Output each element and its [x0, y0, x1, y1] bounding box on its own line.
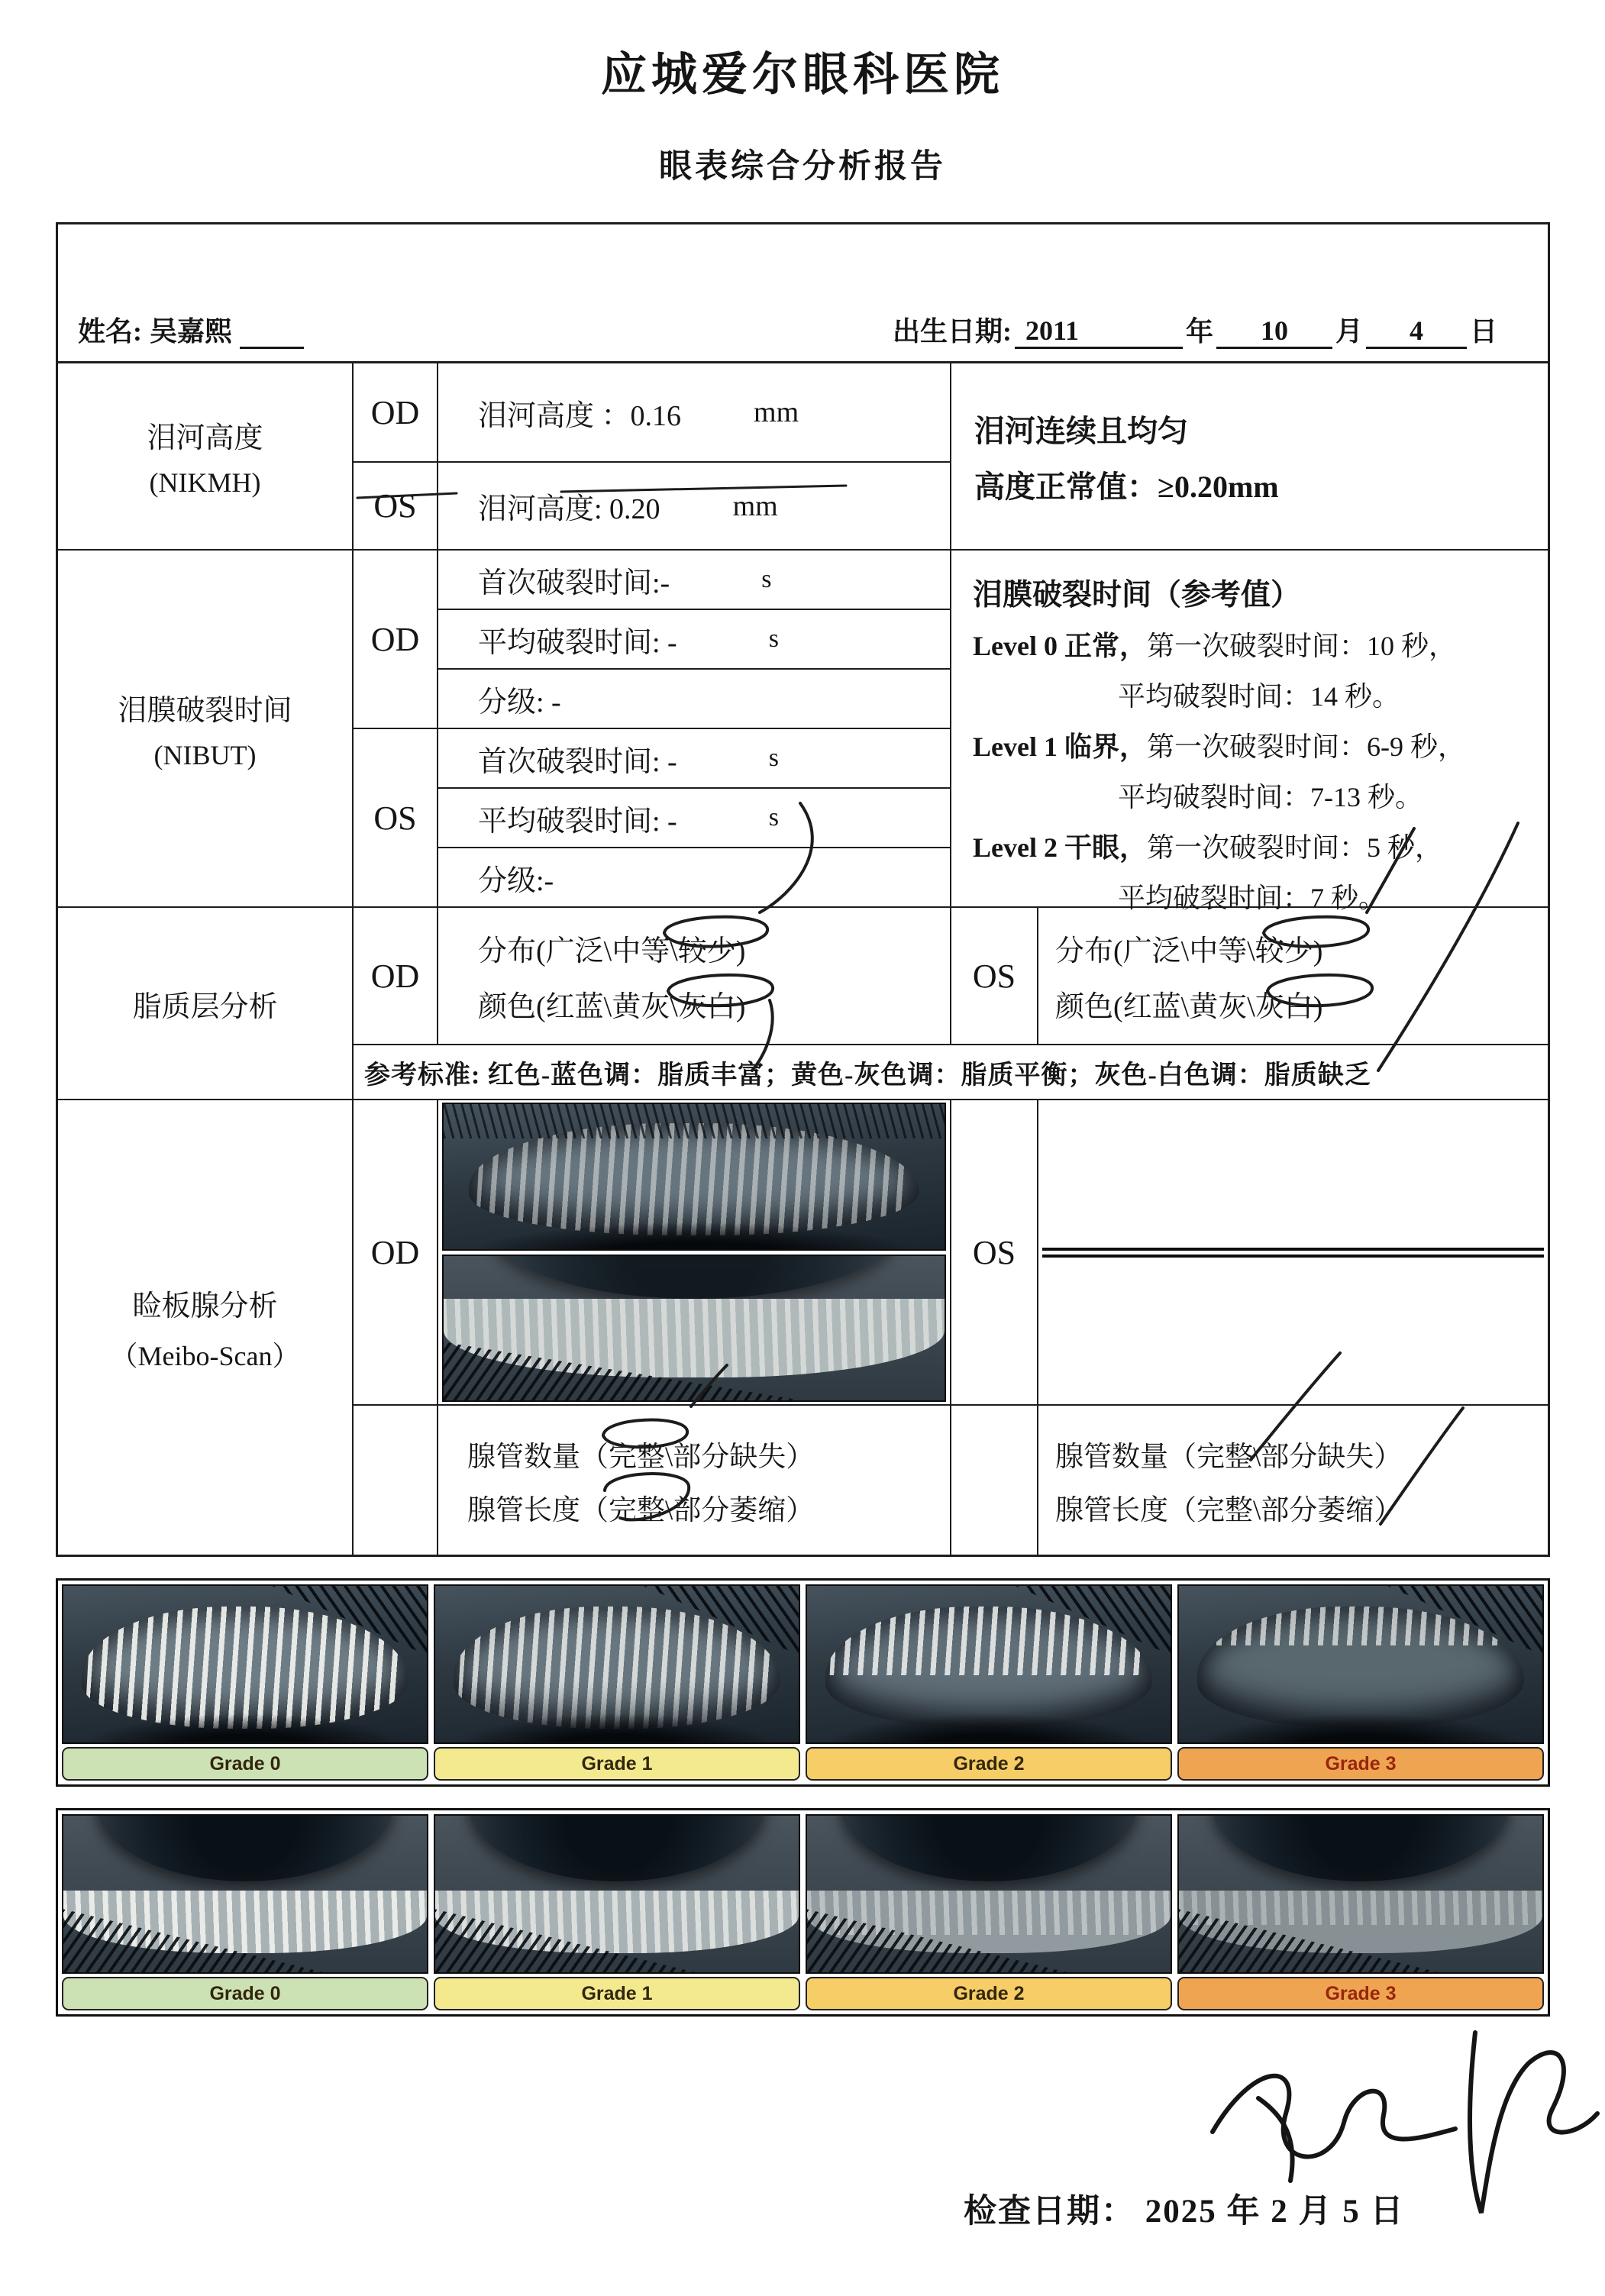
nibut-os-first-unit: s	[768, 744, 779, 772]
grade-panel	[62, 1584, 428, 1781]
nibut-ref-level1	[973, 722, 1465, 772]
grade-panel	[1177, 1814, 1544, 2010]
grade1-bar	[434, 1977, 800, 2010]
level1-lead: Level 1 临界，	[973, 731, 1147, 762]
nibut-od-first-unit: s	[761, 565, 772, 593]
grade1-label: Grade 1	[581, 1752, 653, 1774]
grade-panel	[434, 1814, 800, 2010]
nibut-od-avg-unit: s	[768, 625, 779, 653]
signature-stroke	[1470, 2033, 1597, 2213]
nibut-os-avg-unit: s	[768, 803, 779, 832]
os-duct-count: 腺管数量（完整\部分缺失）	[1055, 1441, 1403, 1473]
grade1-upper-image	[434, 1584, 800, 1744]
nibut-os-label: OS	[354, 729, 438, 908]
meibo-od-images	[438, 1100, 951, 1406]
birth-day-value: 4	[1366, 315, 1467, 349]
birth-date-field	[893, 310, 1528, 349]
gland-streaks	[1179, 1891, 1542, 1925]
meibo-os-label: OS	[951, 1100, 1038, 1404]
meibo-section-label	[58, 1100, 354, 1555]
exam-date	[964, 2185, 1405, 2232]
nibut-os-first-text: 首次破裂时间: -	[478, 745, 677, 778]
nikmh-os-unit: mm	[732, 489, 778, 522]
name-underline	[240, 342, 304, 349]
report-table	[56, 222, 1550, 1557]
grade0-label: Grade 0	[209, 1982, 281, 2004]
meibo-od-duct-values	[438, 1406, 951, 1555]
nibut-label-en: (NIBUT)	[153, 739, 257, 770]
grade3-label: Grade 3	[1325, 1752, 1397, 1774]
level2-text: 第一次破裂时间：5 秒，	[1146, 832, 1442, 863]
os-lower-eyelid-image	[1042, 1255, 1544, 1258]
od-duct-length: 腺管长度（完整\部分萎缩）	[467, 1494, 815, 1526]
nibut-ref-level0	[973, 621, 1456, 671]
nikmh-od-label: OD	[354, 363, 438, 463]
patient-name-label: 姓名:	[78, 316, 142, 347]
meibo-os-duct-values	[1038, 1433, 1548, 1528]
exam-date-label: 检查日期：	[964, 2194, 1135, 2230]
level1-text: 第一次破裂时间：6-9 秒，	[1146, 731, 1465, 762]
nikmh-reference-note	[951, 363, 1548, 551]
meibo-od-spacer	[354, 1406, 438, 1555]
lipid-od-values	[438, 908, 951, 1045]
od-lower-eyelid-image	[442, 1255, 946, 1403]
nibut-od-avg-text: 平均破裂时间: -	[478, 626, 677, 659]
patient-name-value: 吴嘉熙	[150, 316, 233, 347]
od-upper-eyelid-image	[442, 1103, 946, 1251]
nikmh-label-cn: 泪河高度	[147, 422, 263, 454]
grade2-upper-image	[806, 1584, 1172, 1744]
grade0-label: Grade 0	[209, 1752, 281, 1774]
grade0-lower-image	[62, 1814, 428, 1974]
meibo-label-en: （Meibo-Scan）	[110, 1340, 300, 1371]
lid-margin-shadow	[807, 1708, 1171, 1742]
lipid-reference: 参考标准: 红色-蓝色调：脂质丰富；黄色-灰色调：脂质平衡；灰色-白色调：脂质缺乏	[354, 1045, 1548, 1100]
nikmh-os-value	[438, 463, 951, 551]
lid-margin-shadow	[63, 1708, 427, 1742]
nibut-reference	[951, 551, 1548, 913]
nikmh-od-value	[438, 363, 951, 463]
nibut-section-label	[58, 551, 354, 908]
lid-margin-shadow	[444, 1217, 945, 1249]
grade0-bar	[62, 1977, 428, 2010]
grade-panel	[434, 1584, 800, 1781]
grade2-bar	[806, 1977, 1172, 2010]
grade-panel	[1177, 1584, 1544, 1781]
grade2-bar	[806, 1747, 1172, 1781]
nikmh-label-en: (NIKMH)	[149, 467, 261, 498]
grade-panel	[62, 1814, 428, 2010]
grade3-upper-image	[1177, 1584, 1544, 1744]
nikmh-section-label	[58, 363, 354, 551]
grade3-label: Grade 3	[1325, 1982, 1397, 2004]
day-unit: 日	[1469, 316, 1497, 347]
grade2-label: Grade 2	[953, 1982, 1025, 2004]
grade-reference-upper-strip	[56, 1578, 1550, 1787]
os-image-stack	[1038, 1245, 1548, 1260]
grade3-lower-image	[1177, 1814, 1544, 1974]
nibut-label-cn: 泪膜破裂时间	[118, 694, 292, 727]
grade2-lower-image	[806, 1814, 1172, 1974]
grade3-bar	[1177, 1977, 1544, 2010]
level2-cont: 平均破裂时间：7 秒。	[1118, 883, 1387, 913]
lipid-os-cell	[951, 908, 1548, 1045]
os-duct-spacer	[951, 1406, 1038, 1555]
lid-margin-shadow	[1179, 1708, 1542, 1742]
os-upper-eyelid-image	[1042, 1248, 1544, 1251]
year-unit: 年	[1185, 316, 1213, 347]
nibut-od-grade: 分级: -	[438, 670, 951, 729]
exam-date-value: 2025 年 2 月 5 日	[1145, 2194, 1405, 2230]
patient-row	[58, 224, 1548, 363]
nibut-os-first	[438, 729, 951, 789]
birth-year-value: 2011	[1015, 315, 1183, 349]
level0-cont: 平均破裂时间：14 秒。	[1118, 681, 1400, 712]
nibut-od-avg	[438, 610, 951, 670]
meibo-label-cn: 睑板腺分析	[132, 1290, 278, 1322]
eyelashes	[444, 1104, 945, 1138]
report-title: 眼表综合分析报告	[659, 149, 946, 185]
nikmh-os-text: 泪河高度: 0.20	[478, 493, 660, 525]
level1-cont: 平均破裂时间：7-13 秒。	[1118, 782, 1423, 812]
level0-text: 第一次破裂时间：10 秒，	[1146, 631, 1456, 661]
meibo-od-label: OD	[354, 1100, 438, 1406]
hospital-title: 应城爱尔眼科医院	[601, 50, 1004, 100]
lipid-od-color: 颜色(红蓝\黄灰\灰白)	[478, 991, 746, 1023]
grade0-bar	[62, 1747, 428, 1781]
meibo-os-cell	[951, 1100, 1548, 1406]
nibut-ref-level2	[973, 822, 1442, 873]
grade-panel	[806, 1584, 1172, 1781]
signature-stroke	[1213, 2076, 1455, 2157]
nikmh-note-line1: 泪河连续且均匀	[974, 413, 1188, 448]
lipid-os-color: 颜色(红蓝\黄灰\灰白)	[1055, 991, 1323, 1023]
lipid-od-label: OD	[354, 908, 438, 1045]
lipid-os-values	[1038, 927, 1548, 1025]
lid-margin-shadow	[435, 1708, 799, 1742]
grade1-lower-image	[434, 1814, 800, 1974]
lipid-os-label: OS	[951, 908, 1038, 1044]
signature-stroke	[1258, 2098, 1293, 2181]
nikmh-note-line2: 高度正常值：≥0.20mm	[974, 469, 1279, 504]
grade0-upper-image	[62, 1584, 428, 1744]
patient-name-field	[78, 310, 304, 349]
nikmh-os-label: OS	[354, 463, 438, 551]
grade-panel	[806, 1814, 1172, 2010]
report-grid	[58, 363, 1548, 1555]
grade2-label: Grade 2	[953, 1752, 1025, 1774]
nikmh-od-unit: mm	[754, 396, 799, 428]
birth-month-value: 10	[1216, 315, 1332, 349]
nibut-od-first	[438, 551, 951, 610]
nibut-od-label: OD	[354, 551, 438, 729]
meibo-os-duct-cell	[951, 1406, 1548, 1555]
level0-lead: Level 0 正常，	[973, 631, 1147, 661]
nibut-os-avg	[438, 789, 951, 848]
grade1-label: Grade 1	[581, 1982, 653, 2004]
od-image-stack	[438, 1100, 950, 1404]
nibut-ref-title: 泪膜破裂时间（参考值）	[973, 579, 1301, 612]
os-duct-length: 腺管长度（完整\部分萎缩）	[1055, 1494, 1403, 1526]
birth-date-label: 出生日期:	[892, 316, 1012, 347]
grade-reference-lower-strip	[56, 1808, 1550, 2017]
lipid-section-label: 脂质层分析	[58, 908, 354, 1100]
grade1-bar	[434, 1747, 800, 1781]
month-unit: 月	[1335, 316, 1363, 347]
nibut-od-first-text: 首次破裂时间:-	[478, 567, 670, 599]
od-duct-count: 腺管数量（完整\部分缺失）	[467, 1441, 815, 1473]
grade3-bar	[1177, 1747, 1544, 1781]
lipid-os-distribution: 分布(广泛\中等\较少)	[1055, 935, 1323, 967]
level2-lead: Level 2 干眼，	[973, 832, 1147, 863]
nikmh-od-text: 泪河高度 ：0.16	[478, 399, 682, 432]
nibut-os-grade: 分级:-	[438, 848, 951, 908]
nibut-os-avg-text: 平均破裂时间: -	[478, 805, 677, 838]
lipid-od-distribution: 分布(广泛\中等\较少)	[478, 935, 746, 967]
